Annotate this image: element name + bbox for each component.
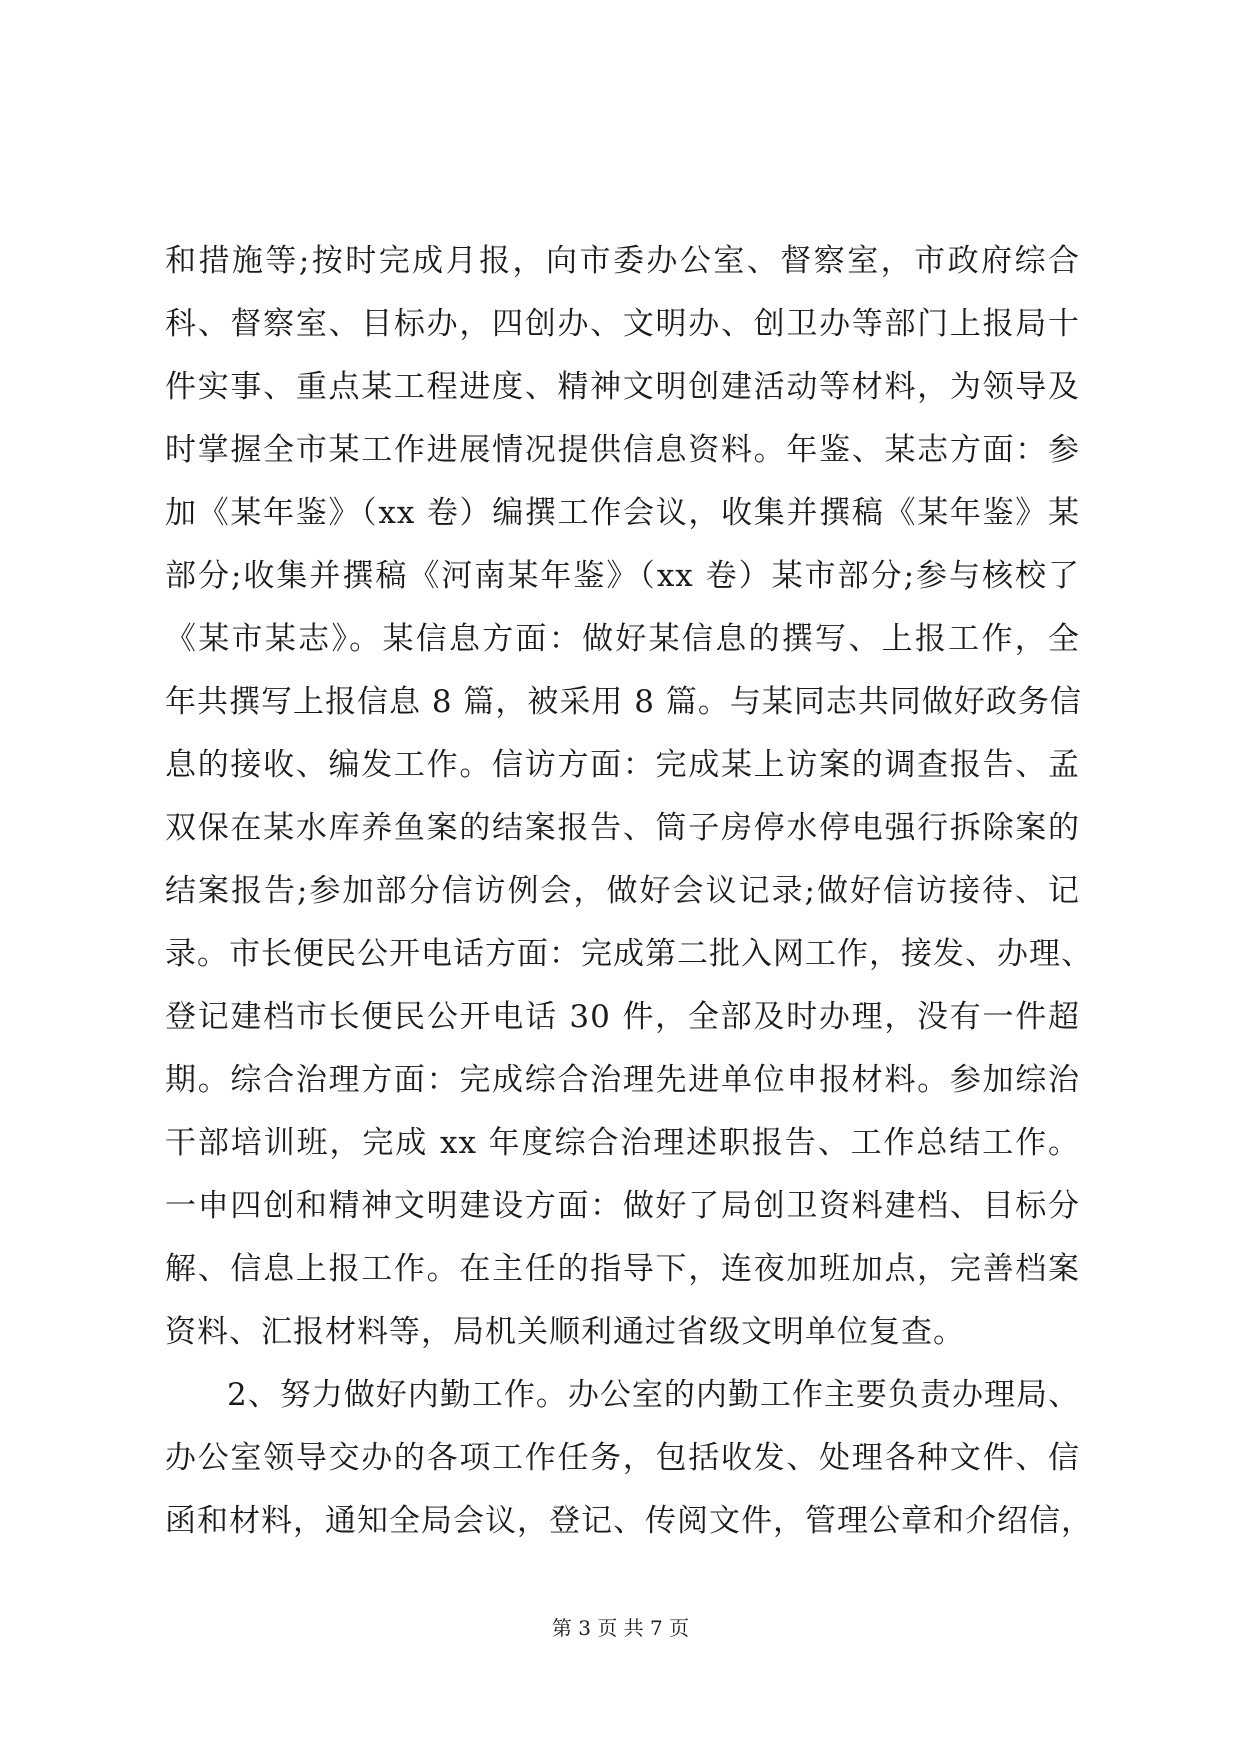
page-footer: 第 3 页 共 7 页 [551,1616,690,1640]
text-line: 年共撰写上报信息 8 篇，被采用 8 篇。与某同志共同做好政务信 [165,684,1082,720]
text-line: 息的接收、编发工作。信访方面：完成某上访案的调查报告、孟 [165,747,1080,783]
text-line: 期。综合治理方面：完成综合治理先进单位申报材料。参加综治 [165,1062,1080,1098]
text-line: 资料、汇报材料等，局机关顺利通过省级文明单位复查。 [165,1314,965,1350]
text-line: 《某市某志》。某信息方面：做好某信息的撰写、上报工作，全 [165,621,1080,657]
text-line: 干部培训班，完成 xx 年度综合治理述职报告、工作总结工作。 [165,1125,1080,1161]
text-line: 一申四创和精神文明建设方面：做好了局创卫资料建档、目标分 [165,1188,1080,1224]
text-line: 解、信息上报工作。在主任的指导下，连夜加班加点，完善档案 [165,1251,1080,1287]
text-line: 2、努力做好内勤工作。办公室的内勤工作主要负责办理局、 [227,1377,1080,1413]
text-line: 登记建档市长便民公开电话 30 件，全部及时办理，没有一件超 [165,999,1080,1035]
text-line: 科、督察室、目标办，四创办、文明办、创卫办等部门上报局十 [165,306,1080,342]
body-text [165,230,1093,1553]
text-line: 部分;收集并撰稿《河南某年鉴》（xx 卷）某市部分;参与核校了 [165,558,1080,594]
text-line: 结案报告;参加部分信访例会，做好会议记录;做好信访接待、记 [165,873,1080,909]
text-line: 函和材料，通知全局会议，登记、传阅文件，管理公章和介绍信， [165,1503,1093,1539]
text-line: 时掌握全市某工作进展情况提供信息资料。年鉴、某志方面：参 [165,432,1080,468]
text-line: 件实事、重点某工程进度、精神文明创建活动等材料，为领导及 [165,369,1080,405]
text-line: 双保在某水库养鱼案的结案报告、筒子房停水停电强行拆除案的 [165,810,1080,846]
text-line: 办公室领导交办的各项工作任务，包括收发、处理各种文件、信 [165,1440,1080,1476]
text-line: 和措施等;按时完成月报，向市委办公室、督察室，市政府综合 [165,243,1080,279]
text-line: 录。市长便民公开电话方面：完成第二批入网工作，接发、办理、 [165,936,1093,972]
text-line: 加《某年鉴》（xx 卷）编撰工作会议，收集并撰稿《某年鉴》某 [165,495,1080,531]
